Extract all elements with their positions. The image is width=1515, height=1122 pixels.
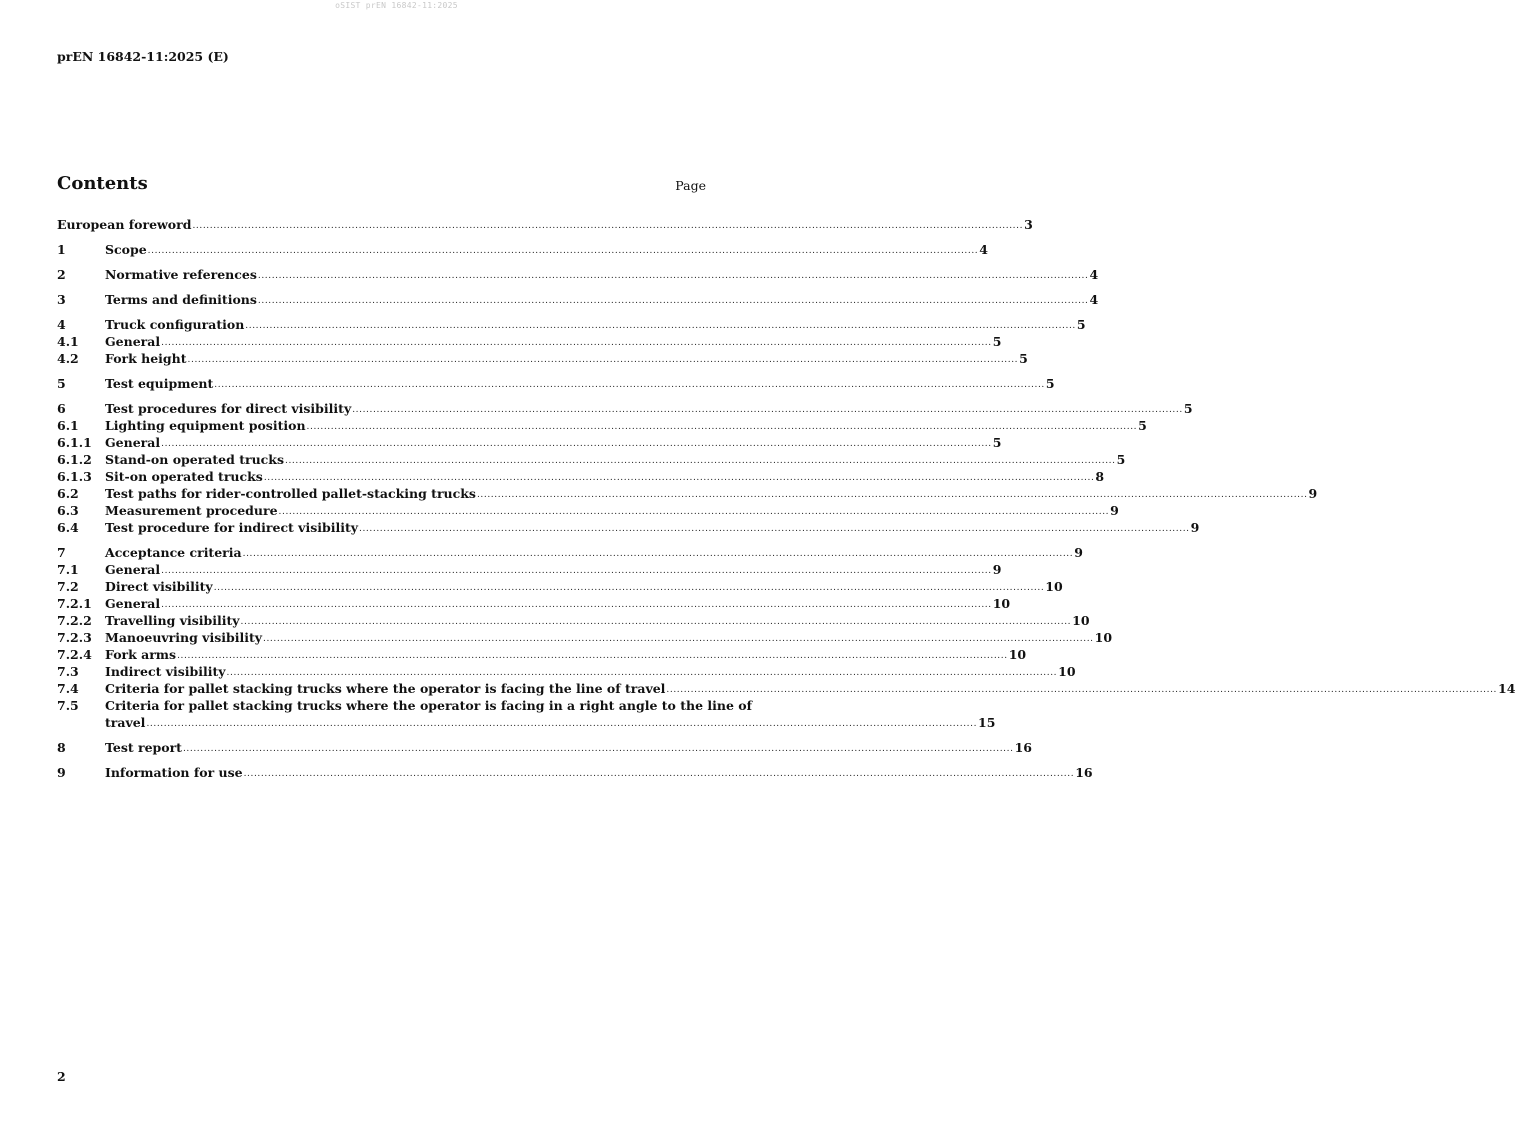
toc-title: Test paths for rider-controlled pallet-stacking trucks [105,486,476,501]
toc-entry-7-2-1[interactable] [57,595,1011,612]
toc-number: 5 [57,376,66,391]
toc-number: 6.1.2 [57,452,92,467]
toc-page: 10 [1094,630,1113,645]
toc-title-continued: travel [105,715,146,730]
toc-title: Criteria for pallet stacking trucks where the operator is facing the line of travel [105,681,666,696]
toc-leader [359,523,1190,536]
toc-entry-6-4[interactable] [57,519,1200,536]
toc-entry-6-1-3[interactable] [57,468,1105,485]
toc-leader [146,718,977,731]
toc-title: Measurement procedure [105,503,278,518]
toc-title: Manoeuvring visibility [105,630,263,645]
toc-title: Fork height [105,351,187,366]
toc-leader [241,616,1072,629]
toc-entry-7-3[interactable] [57,663,1076,680]
toc-entry-7[interactable] [57,544,1083,561]
toc-page: 4 [1089,292,1099,307]
toc-number: 6.2 [57,486,79,501]
toc-number: 7 [57,545,66,560]
toc-entry-7-2-4[interactable] [57,646,1027,663]
toc-title: Test report [105,740,182,755]
toc-leader [264,472,1095,485]
toc-title: Test procedure for indirect visibility [105,520,359,535]
toc-page: 5 [1076,317,1086,332]
toc-leader [161,337,992,350]
toc-entry-1[interactable] [57,241,988,258]
toc-page: 5 [1138,418,1147,433]
toc-number: 3 [57,292,66,307]
toc-number: 6.1.1 [57,435,92,450]
toc-leader [192,220,1023,233]
toc-page: 5 [1045,376,1055,391]
toc-title: Indirect visibility [105,664,226,679]
toc-entry-foreword[interactable] [57,216,1033,233]
toc-leader [666,684,1497,697]
toc-number: 9 [57,765,66,780]
toc-page: 4 [979,242,988,257]
watermark: oSIST prEN 16842-11:2025 [335,1,458,10]
toc-entry-6-3[interactable] [57,502,1119,519]
toc-leader [477,489,1308,502]
page-number: 2 [57,1069,66,1084]
document-id: prEN 16842-11:2025 (E) [57,49,229,64]
toc-leader [245,320,1076,333]
toc-page: 9 [1110,503,1119,518]
toc-page: 16 [1014,740,1032,755]
toc-number: 6 [57,401,66,416]
toc-title: Terms and definitions [105,292,257,307]
toc-page: 5 [1116,452,1126,467]
toc-number: 1 [57,242,66,257]
toc-number: 7.3 [57,664,79,679]
toc-entry-9[interactable] [57,764,1093,781]
toc-leader [161,599,992,612]
toc-entry-7-2[interactable] [57,578,1063,595]
toc-page: 5 [992,334,1002,349]
toc-page: 9 [1074,545,1083,560]
toc-page: 15 [978,715,996,730]
contents-title: Contents [57,173,148,194]
toc-entry-5[interactable] [57,375,1055,392]
toc-number: 7.1 [57,562,79,577]
toc-leader [243,548,1074,561]
page-column-label: Page [675,178,706,193]
toc-title: General [105,334,161,349]
toc-leader [177,650,1008,663]
toc-title: Test equipment [105,376,214,391]
toc-number: 7.2 [57,579,79,594]
toc-entry-7-2-2[interactable] [57,612,1090,629]
toc-title: Travelling visibility [105,613,240,628]
toc-page: 14 [1498,681,1515,696]
toc-entry-6-1-1[interactable] [57,434,1002,451]
toc-leader [161,565,992,578]
toc-page: 10 [1008,647,1027,662]
toc-title: Truck configuration [105,317,245,332]
toc-entry-8[interactable] [57,739,1032,756]
toc-entry-6-1-2[interactable] [57,451,1126,468]
toc-number: 7.5 [57,698,79,713]
toc-leader [285,455,1116,468]
toc-page: 4 [1089,267,1099,282]
toc-title: Stand-on operated trucks [105,452,284,467]
toc-page: 8 [1095,469,1105,484]
toc-entry-7-2-3[interactable] [57,629,1113,646]
toc-title: General [105,596,161,611]
toc-entry-7-1[interactable] [57,561,1002,578]
toc-page: 10 [1045,579,1063,594]
toc-page: 10 [1072,613,1090,628]
toc-number: 4.1 [57,334,79,349]
toc-title: General [105,435,161,450]
toc-leader [263,633,1094,646]
toc-entry-4-1[interactable] [57,333,1002,350]
toc-title: European foreword [57,217,192,232]
toc-entry-6[interactable] [57,400,1193,417]
table-of-contents [57,216,1515,781]
toc-title: Information for use [105,765,243,780]
toc-title: Sit-on operated trucks [105,469,263,484]
toc-page: 9 [1308,486,1318,501]
toc-leader [161,438,992,451]
toc-number: 7.2.3 [57,630,92,645]
toc-leader [279,506,1110,519]
toc-number: 4 [57,317,66,332]
toc-entry-3[interactable] [57,291,1099,308]
toc-title: Direct visibility [105,579,213,594]
toc-page: 9 [1190,520,1200,535]
toc-number: 7.2.1 [57,596,92,611]
toc-number: 6.3 [57,503,79,518]
toc-leader [183,743,1014,756]
toc-title: Test procedures for direct visibility [105,401,352,416]
toc-entry-4-2[interactable] [57,350,1028,367]
toc-entry-6-1[interactable] [57,417,1147,434]
toc-number: 6.1.3 [57,469,92,484]
toc-number: 4.2 [57,351,79,366]
toc-title: Normative references [105,267,257,282]
toc-number: 7.4 [57,681,79,696]
toc-entry-7-4[interactable] [57,680,1515,697]
toc-title: Fork arms [105,647,177,662]
toc-title: Criteria for pallet stacking trucks where the operator is facing in a right angle to the line of [105,698,753,713]
toc-entry-6-2[interactable] [57,485,1318,502]
toc-leader [148,245,979,258]
toc-number: 8 [57,740,66,755]
toc-title: Lighting equipment position [105,418,306,433]
toc-title: General [105,562,161,577]
toc-leader [214,379,1045,392]
toc-page: 9 [992,562,1002,577]
toc-number: 7.2.4 [57,647,92,662]
toc-leader [258,270,1089,283]
toc-page: 5 [1019,351,1028,366]
toc-leader [352,404,1183,417]
toc-page: 5 [1183,401,1193,416]
toc-title: Acceptance criteria [105,545,242,560]
toc-number: 7.2.2 [57,613,92,628]
toc-leader [227,667,1058,680]
toc-leader [258,295,1089,308]
toc-page: 10 [1058,664,1076,679]
toc-leader [214,582,1045,595]
toc-entry-7-5[interactable] [57,697,996,731]
toc-page: 16 [1075,765,1093,780]
toc-number: 6.1 [57,418,79,433]
toc-leader [244,768,1075,781]
toc-entry-2[interactable] [57,266,1099,283]
toc-entry-4[interactable] [57,316,1086,333]
toc-page: 5 [992,435,1002,450]
toc-leader [307,421,1138,434]
toc-title: Scope [105,242,147,257]
toc-page: 10 [992,596,1011,611]
toc-number: 6.4 [57,520,79,535]
toc-leader [188,354,1019,367]
toc-page: 3 [1024,217,1033,232]
toc-number: 2 [57,267,66,282]
